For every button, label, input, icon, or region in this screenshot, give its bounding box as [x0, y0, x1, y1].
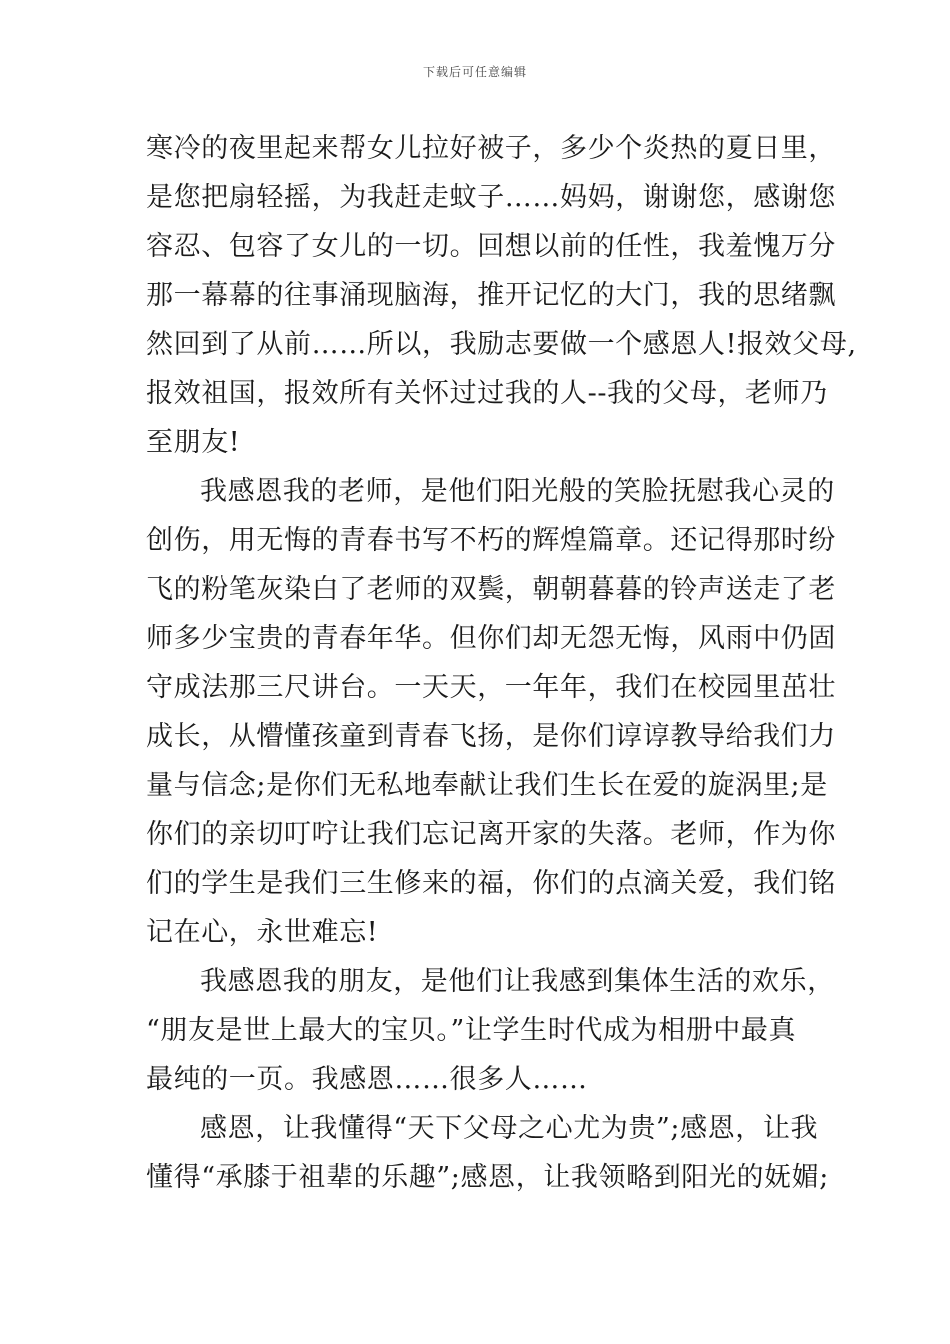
text-line: 然回到了从前……所以，我励志要做一个感恩人!报效父母,	[146, 329, 857, 360]
text-line: 创伤，用无悔的青春书写不朽的辉煌篇章。还记得那时纷	[146, 525, 836, 556]
paragraph-start-line: 我感恩我的朋友，是他们让我感到集体生活的欢乐，	[200, 966, 835, 997]
text-line: 守成法那三尺讲台。一天天，一年年，我们在校园里茁壮	[146, 672, 836, 703]
text-line: 至朋友!	[146, 427, 241, 458]
text-line: 容忍、包容了女儿的一切。回想以前的任性，我羞愧万分	[146, 231, 836, 262]
text-line: 师多少宝贵的青春年华。但你们却无怨无悔，风雨中仍固	[146, 623, 836, 654]
paragraph-start-line: 感恩，让我懂得“天下父母之心尤为贵”;感恩，让我	[200, 1113, 819, 1144]
text-line: 飞的粉笔灰染白了老师的双鬓，朝朝暮暮的铃声送走了老	[146, 574, 836, 605]
text-line: 成长，从懵懂孩童到青春飞扬，是你们谆谆教导给我们力	[146, 721, 836, 752]
text-line: 你们的亲切叮咛让我们忘记离开家的失落。老师，作为你	[146, 819, 836, 850]
paragraph-start-line: 我感恩我的老师，是他们阳光般的笑脸抚慰我心灵的	[200, 476, 835, 507]
page-header-note: 下载后可任意编辑	[422, 65, 527, 79]
text-line: 最纯的一页。我感恩……很多人……	[146, 1064, 588, 1095]
text-line: 记在心，永世难忘!	[146, 917, 379, 948]
text-line: 那一幕幕的往事涌现脑海，推开记忆的大门，我的思绪飘	[146, 280, 836, 311]
text-line: 量与信念;是你们无私地奉献让我们生长在爱的旋涡里;是	[146, 770, 828, 801]
body-text	[146, 124, 857, 1202]
text-line: 懂得“承膝于祖辈的乐趣”;感恩，让我领略到阳光的妩媚;	[146, 1162, 829, 1193]
text-line: “朋友是世上最大的宝贝。”让学生时代成为相册中最真	[146, 1015, 797, 1046]
text-line: 报效祖国，报效所有关怀过过我的人--我的父母，老师乃	[146, 378, 828, 409]
text-line: 是您把扇轻摇，为我赶走蚊子……妈妈，谢谢您，感谢您	[146, 182, 836, 213]
text-line: 寒冷的夜里起来帮女儿拉好被子，多少个炎热的夏日里，	[146, 133, 836, 164]
text-line: 们的学生是我们三生修来的福，你们的点滴关爱，我们铭	[146, 868, 836, 899]
